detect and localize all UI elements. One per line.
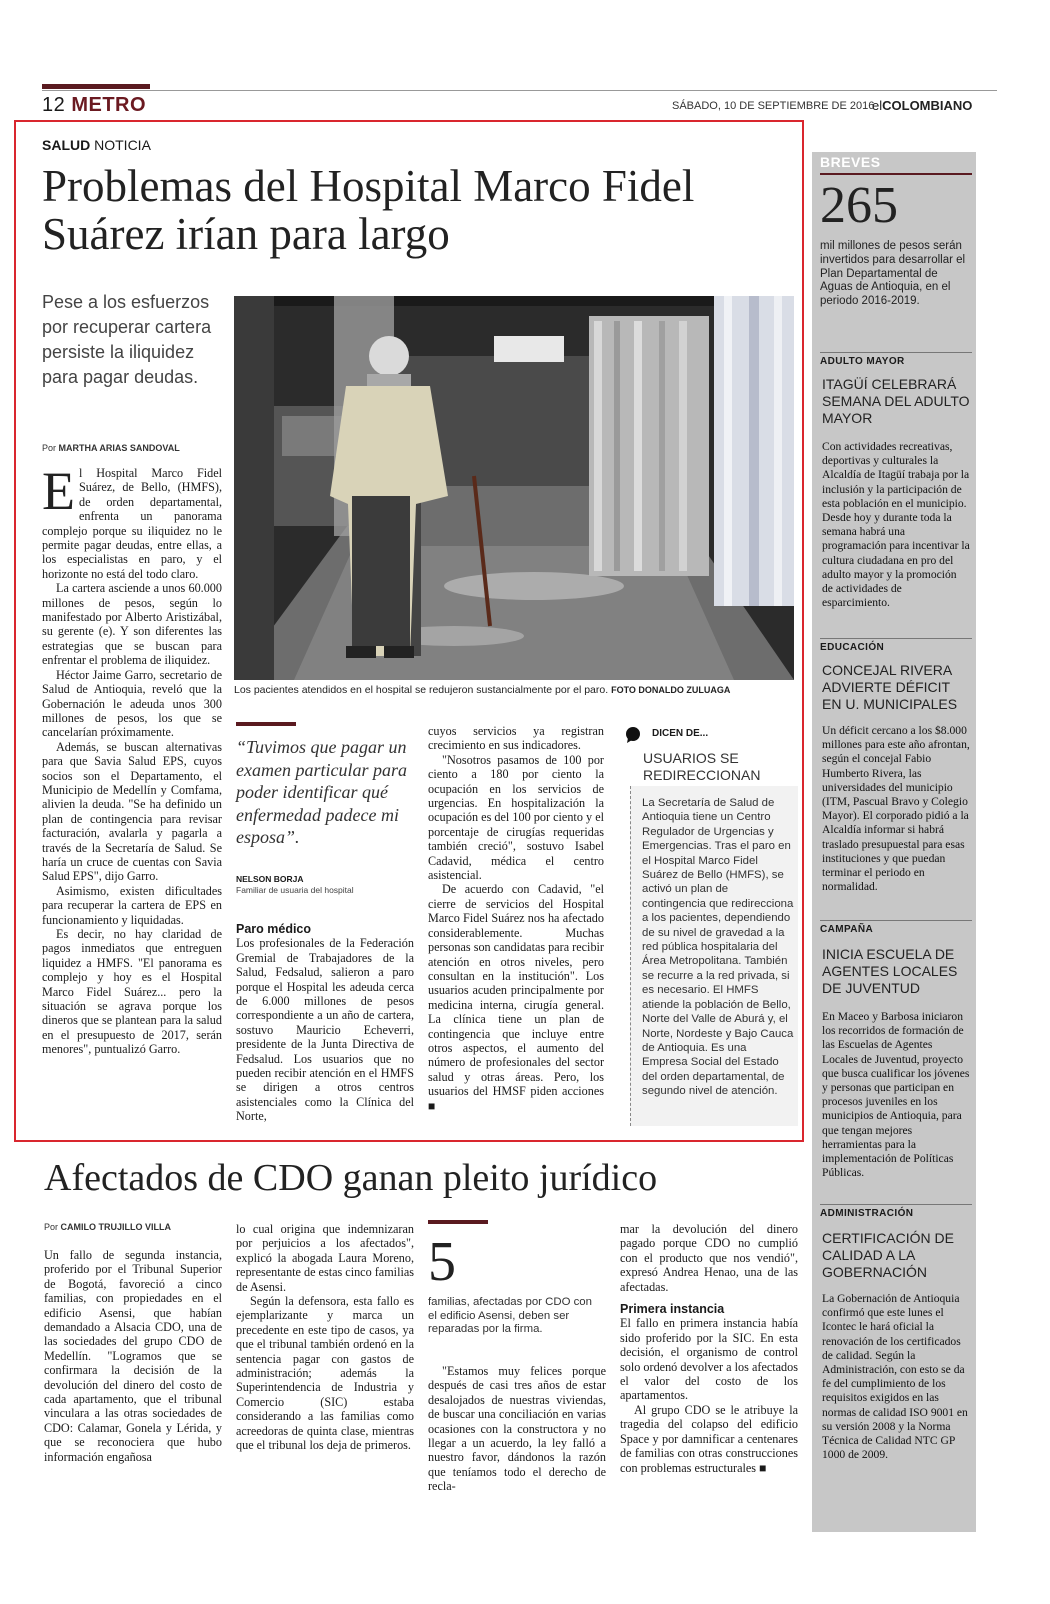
second-byline: Por CAMILO TRUJILLO VILLA <box>44 1222 172 1232</box>
hospital-photo <box>234 296 794 680</box>
sidebar-item-title: CONCEJAL RIVERA ADVIERTE DÉFICIT EN U. MUNICIPALES <box>822 662 958 712</box>
paragraph: lo cual origina que indemnizaran por perjuicios a los afectados", explicó la abogada Laura Moreno, representante de estas cinco familias de Asensi. <box>236 1222 414 1294</box>
page-folio <box>42 94 146 117</box>
sidebar-big-text: mil millones de pesos serán invertidos para desarrollar el Plan Departamental de Aguas de Antioquia, en el periodo 2016-2019. <box>820 240 966 308</box>
paragraph: Además, se buscan alternativas para que Savia Salud EPS, cuyos socios son el Departamento, el Municipio de Medellín y Comfama, alivien la deuda. "Se ha definido un plan de contingencia para revisar facturación, avalarla y pagarla a través de la Secretaría de Salud. Se haría un cruce de cuentas con Savia Salud EPS", dijo Garro. <box>42 739 222 884</box>
quote-accent-bar <box>236 722 296 726</box>
sidebar-item-body: La Gobernación de Antioquia confirmó que este lunes el Icontec le hará oficial la renovación de los certificados de calidad. Según la Administración, con esto se da fe del cumplimiento de los requisitos exigidos en las normas de calidad ISO 9001 en su versión 2008 y la Norma Técnica de Calidad NTC GP 1000 de 2009. <box>822 1292 968 1462</box>
second-column-4 <box>620 1222 798 1498</box>
sidebar-section: ADULTO MAYOR <box>820 356 905 367</box>
lead-paragraph: El Hospital Marco Fidel Suárez, de Bello, (HMFS), de orden departamental, enfrenta un panorama complejo porque su iliquidez no le permite pagar deudas, entre ellas, a los especialistas en paro, y el horizonte no está del todo claro. <box>42 466 222 581</box>
paragraph: Héctor Jaime Garro, secretario de Salud de Antioquia, reveló que la Gobernación le adeuda unos 300 millones de pesos, los que se cancelarían próximamente. <box>42 667 222 740</box>
pull-quote: “Tuvimos que pagar un examen particular para poder identificar qué enfermedad padece mi esposa”. <box>236 737 407 847</box>
section-name: METRO <box>71 94 147 116</box>
second-column-1 <box>44 1248 222 1498</box>
hospital-corridor-image <box>234 296 794 680</box>
header-rule <box>42 90 997 91</box>
paragraph: Los profesionales de la Federación Gremial de Trabajadores de la Salud, Fedsalud, salieron a paro porque el Hospital les adeuda cerca de 6.000 millones de pesos correspondiente a un año de cartera, sostuvo Mauricio Echeverri, presidente de la Junta Directiva de Fedsalud. Los usuarios que no pueden recibir atención en el HMFS se dirigen a otros centros asistenciales como la Clínica del Norte, <box>236 936 414 1124</box>
article-standfirst: Pese a los esfuerzos por recuperar cartera persiste la iliquidez para pagar deudas. <box>42 292 212 387</box>
sidebar-divider <box>820 1204 972 1205</box>
figure-accent-bar <box>428 1220 488 1224</box>
sidebar-item-body: Un déficit cercano a los $8.000 millones para este año afrontan, según el concejal Fabio Humberto Rivera, las universidades del municipio (ITM, Pascual Bravo y Colegio Mayor). El corporado pidió a la Alcaldía informar si habrá traslado presupuestal para esas instituciones y que puedan terminar el periodo en normalidad. <box>822 724 970 894</box>
sidebar-section: ADMINISTRACIÓN <box>820 1208 914 1219</box>
sidebar-divider <box>820 920 972 921</box>
dicen-body: La Secretaría de Salud de Antioquia tiene un Centro Regulador de Urgencias y Emergencias. Tras el paro en el Hospital Marco Fidel Suárez de Bello (HMFS), se activó un plan de contingencia que redirecciona a los pacientes, dependiendo de su nivel de gravedad a la red pública hospitalaria del Área Metropolitana. También se recurre a la red privada, si es necesario. El HMFS atiende la población de Bello, Norte del Valle de Aburá y, el Norte, Nordeste y Bajo Cauca de Antioquia. Es una Empresa Social del Estado del orden departamental, de segundo nivel de atención. <box>642 797 794 1098</box>
paragraph: "Nosotros pasamos de 100 por ciento a 180 por ciento la ocupación en los servicios de urgencias. En hospitalización la ocupación es del 100 por ciento y el porcentaje de cirugías requeridas también creció", sostuvo Isabel Cadavid, médica el centro asistencial. <box>428 752 604 883</box>
speech-bubble-icon <box>624 726 642 744</box>
paragraph: cuyos servicios ya registran crecimiento en sus indicadores. <box>428 724 604 753</box>
article-headline: Problemas del Hospital Marco Fidel Suárez irían para largo <box>42 161 695 259</box>
paragraph: De acuerdo con Cadavid, "el cierre de servicios del Hospital Marco Fidel Suárez nos ha afectado considerablemente. Muchas personas son candidatas para recibir atención en otros niveles, pero consultan en la institución". Los usuarios acuden principalmente por medicina interna, cirugía general. La clínica tiene un plan de contingencia que incluye entre otros aspectos, el aumento del número de profesionales del sector salud y otras áreas. Pero, los usuarios del HMSF piden acciones ■ <box>428 882 604 1113</box>
article-byline: Por MARTHA ARIAS SANDOVAL <box>42 443 180 453</box>
sidebar-item-title: ITAGÜÍ CELEBRARÁ SEMANA DEL ADULTO MAYOR <box>822 376 970 426</box>
article-column-2 <box>236 922 414 1126</box>
article-kicker: SALUD NOTICIA <box>42 137 151 153</box>
paragraph: La cartera asciende a unos 60.000 millones de pesos, según lo manifestado por Alberto Aristizábal, su gerente (e). Y son diferentes las estrategias que se buscan para enfrentar el problema de iliquidez. <box>42 581 222 668</box>
paragraph: Un fallo de segunda instancia, proferido por el Tribunal Superior de Bogotá, favoreció a cinco familias, con propiedades en el edificio Asensi, que habían demandado a Alsacia CDO, una de las sociedades del grupo CDO de Medellín. "Logramos que se confirmara la decisión de la devolución del dinero del costo de cada apartamento, que el tribunal vinculara a las otras sociedades de CDO: Calamar, Gonela y Lérida, y que se reconociera que hubo información engañosa <box>44 1248 222 1464</box>
sidebar-section: CAMPAÑA <box>820 924 874 935</box>
paragraph: Asimismo, existen dificultades para recuperar la cartera de EPS en funcionamiento y liquidadas. <box>42 883 222 927</box>
sidebar-item-title: INICIA ESCUELA DE AGENTES LOCALES DE JUVENTUD <box>822 946 958 996</box>
dicen-divider <box>630 786 632 1126</box>
sidebar-rule <box>820 173 972 175</box>
paragraph: Al grupo CDO se le atribuye la tragedia del colapso del edificio Space y por damnificar a centenares de familias con otras construcciones con problemas estructurales ■ <box>620 1402 798 1475</box>
photo-credit: FOTO DONALDO ZULUAGA <box>611 685 731 695</box>
paragraph: Según la defensora, esta fallo es ejemplarizante y marca un precedente en este tipo de casos, ya que el tribunal también ordenó en la sentencia pagar con gastos de administración; además la Superintendencia de Industria y Comercio (SIC) estaba considerando a las familias como acreedoras de quinta clase, mientras que el tribunal los deja de primeros. <box>236 1294 414 1453</box>
sidebar-item-body: En Maceo y Barbosa iniciaron los recorridos de formación de las Escuelas de Agentes Locales de Juventud, proyecto que busca cualificar los jóvenes y personas que participan en procesos juveniles en los municipios de Antioquia, para que tengan mejores herramientas para la implementación de Políticas Públicas. <box>822 1010 970 1180</box>
quote-attribution-role: Familiar de usuaria del hospital <box>236 885 354 895</box>
second-column-3 <box>428 1364 606 1498</box>
dropcap: E <box>42 466 75 521</box>
paragraph: mar la devolución del dinero pagado porque CDO no cumplió con el producto que nos vendió", expresó Andrea Henao, una de las afectadas. <box>620 1222 798 1294</box>
subhead-paro: Paro médico <box>236 922 312 936</box>
sidebar-label: BREVES <box>820 154 881 170</box>
sidebar-big-number: 265 <box>820 177 898 234</box>
article-column-3 <box>428 724 604 1126</box>
second-headline: Afectados de CDO ganan pleito jurídico <box>44 1157 658 1199</box>
page-number: 12 <box>42 94 66 116</box>
article-column-1 <box>42 466 222 1126</box>
dicen-title: USUARIOS SE REDIRECCIONAN <box>643 750 761 783</box>
paragraph: El fallo en primera instancia había sido proferido por la SIC. En esta decisión, el organismo de control solo ordenó devolver a los afectados el valor del costo de los apartamentos. <box>620 1316 798 1403</box>
subhead-primera: Primera instancia <box>620 1302 725 1317</box>
paragraph: Es decir, no hay claridad de pagos inmediatos que entreguen liquidez a HMFS. "El panorama es complejo y hoy es el Hospital Marco Fidel Suárez... pero la situación se agrava porque los dineros que se plantean para la salud en el presupuesto de 2017, serán menores", puntualizó Garro. <box>42 927 222 1057</box>
sidebar-item-title: CERTIFICACIÓN DE CALIDAD A LA GOBERNACIÓN <box>822 1230 954 1280</box>
sidebar-item-body: Con actividades recreativas, deportivas y culturales la Alcaldía de Itagüí trabaja por la inclusión y la participación de esta población en el municipio. Desde hoy y durante toda la semana habrá una programación para incentivar la cultura ciudadana en pro del adulto mayor y la promoción de actividades de esparcimiento. <box>822 440 970 610</box>
paragraph: "Estamos muy felices porque después de casi tres años de estar desalojados de nuestras viviendas, de buscar una conciliación en varias ocasiones con la constructora y no llegar a un acuerdo, la ley falló a nuestro favor, dándonos la razón que teníamos todo el derecho de recla- <box>428 1364 606 1494</box>
dicen-label: DICEN DE... <box>652 728 709 739</box>
second-column-2 <box>236 1222 414 1498</box>
sidebar-divider <box>820 352 972 353</box>
quote-attribution-name: NELSON BORJA <box>236 874 304 884</box>
newspaper-brand: elCOLOMBIANO <box>872 98 973 113</box>
photo-caption: Los pacientes atendidos en el hospital se redujeron sustancialmente por el paro. FOTO DONALDO ZULUAGA <box>234 684 731 696</box>
sidebar-divider <box>820 638 972 639</box>
header-accent-bar <box>42 84 150 89</box>
figure-text: familias, afectadas por CDO con el edificio Asensi, deben ser reparadas por la firma. <box>428 1296 592 1336</box>
figure-big-number: 5 <box>428 1231 456 1293</box>
sidebar-section: EDUCACIÓN <box>820 642 885 653</box>
issue-date: SÁBADO, 10 DE SEPTIEMBRE DE 2016 <box>672 100 875 112</box>
